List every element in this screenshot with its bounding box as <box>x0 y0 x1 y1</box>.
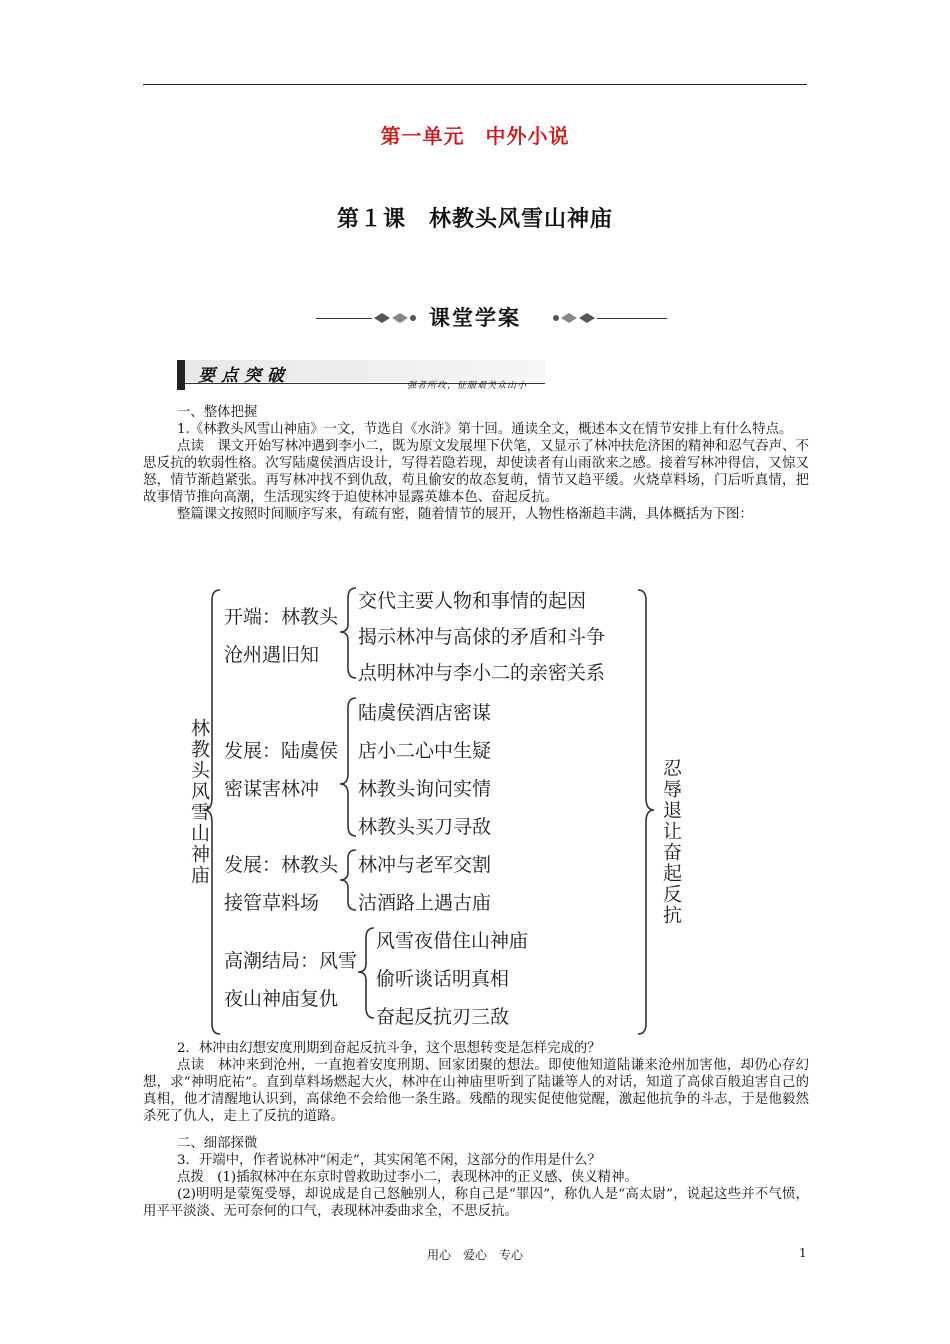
stage-1-line-1: 开端：林教头 <box>224 606 339 628</box>
stage-1-item: 揭示林冲与高俅的矛盾和斗争 <box>358 626 606 648</box>
stage-2-item: 店小二心中生疑 <box>358 740 492 762</box>
answer-2: 点读 林冲来到沧州，一直抱着安度刑期、回家团聚的想法。即使他知道陆谦来沧州加害他，却仍心存幻想，求“神明庇祐”。直到草料场燃起大火，林冲在山神庙里听到了陆谦等人的对话，知道了高俅百般迫害自己的真相，他才清醒地认识到，高俅绝不会给他一条生路。残酷的现实促使他觉醒，激起他抗争的斗志，于是他毅然杀死了仇人，走上了反抗的道路。 <box>143 1058 809 1124</box>
stage-2-line-1: 发展：陆虞侯 <box>224 740 339 762</box>
text-block-3 <box>143 1135 809 1220</box>
stage-3-line-1: 发展：林教头 <box>224 854 339 876</box>
header-rule <box>143 84 807 85</box>
stage-4-line-2: 夜山神庙复仇 <box>224 988 339 1010</box>
stage-1-item: 点明林冲与李小二的亲密关系 <box>358 662 606 684</box>
stage-2-item: 林教头询问实情 <box>358 778 492 800</box>
stage-2-item: 陆虞侯酒店密谋 <box>358 702 492 724</box>
stage-2-item: 林教头买刀寻敌 <box>358 816 492 838</box>
stage-3-line-2: 接管草料场 <box>224 892 320 914</box>
section-title: 要点突破 <box>198 366 290 386</box>
stage-3-item: 林冲与老军交割 <box>358 854 492 876</box>
banner-right-line <box>597 318 667 319</box>
section-header-bar <box>177 360 185 390</box>
question-2: 2．林冲由幻想安度刑期到奋起反抗斗争，这个思想转变是怎样完成的？ <box>177 1041 601 1056</box>
question-3: 3．开端中，作者说林冲“闲走”，其实闲笔不闲，这部分的作用是什么？ <box>177 1153 601 1168</box>
answer-1: 点读 课文开始写林冲遇到李小二，既为原文发展埋下伏笔，又显示了林冲扶危济困的精神和忍气吞声、不思反抗的软弱性格。次写陆虞侯酒店设计，写得若隐若现，却使读者有山雨欲来之感。接着写林冲得信，又惊又怒，情节渐趋紧张。再写林冲找不到仇敌，苟且偷安的故态复萌，情节又趋平缓。火烧草料场，门后听真情，把故事情节推向高潮，生活现实终于迫使林冲显露英雄本色、奋起反抗。 <box>143 439 809 505</box>
footer-text: 用心 爱心 专心 <box>426 1248 523 1262</box>
section-motto: 强者所攻，征服艰关众山小 <box>407 381 528 391</box>
stage-4-item: 风雪夜借住山神庙 <box>376 930 529 952</box>
stage-3-item: 沽酒路上遇古庙 <box>358 892 492 914</box>
answer-3-part-1: 点拨 (1)插叙林冲在东京时曾救助过李小二，表现林冲的正义感、侠义精神。 <box>177 1170 638 1185</box>
diagram-root-title: 林教头风雪山神庙 <box>188 718 210 886</box>
stage-4-item: 奋起反抗刃三敌 <box>376 1006 510 1028</box>
page-number: 1 <box>799 1246 807 1260</box>
lesson-title: 第１课 林教头风雪山神庙 <box>336 206 613 232</box>
stage-2-line-2: 密谋害林冲 <box>224 778 320 800</box>
plot-structure-diagram <box>180 584 700 1036</box>
heading-overall: 一、整体把握 <box>177 405 258 420</box>
question-1: 1.《林教头风雪山神庙》一文，节选自《水浒》第十回。通读全文，概述本文在情节安排上有什么特点。 <box>177 422 793 437</box>
text-block-2 <box>143 1040 809 1125</box>
stage-4-line-1: 高潮结局：风雪 <box>224 950 358 972</box>
text-block-1 <box>143 404 809 523</box>
answer-1-summary: 整篇课文按照时间顺序写来，有疏有密，随着情节的展开，人物性格渐趋丰满，具体概括为下图： <box>177 507 753 522</box>
unit-title: 第一单元 中外小说 <box>380 124 570 148</box>
diagram-conclusion: 忍辱退让奋起反抗 <box>660 758 682 926</box>
answer-3-part-2: (2)明明是蒙冤受辱，却说成是自己怒触别人，称自己是“罪囚”，称仇人是“高太尉”，说起这些并不气愤，用平平淡淡、无可奈何的口气，表现林冲委曲求全，不思反抗。 <box>143 1187 809 1219</box>
stage-1-line-2: 沧州遇旧知 <box>224 644 320 666</box>
stage-4-item: 偷听谈话明真相 <box>376 968 510 990</box>
banner-right-ornament-icon <box>551 311 597 325</box>
heading-detail: 二、细部探微 <box>177 1136 258 1151</box>
stage-1-item: 交代主要人物和事情的起因 <box>358 590 587 612</box>
banner-title: 课堂学案 <box>429 305 521 330</box>
